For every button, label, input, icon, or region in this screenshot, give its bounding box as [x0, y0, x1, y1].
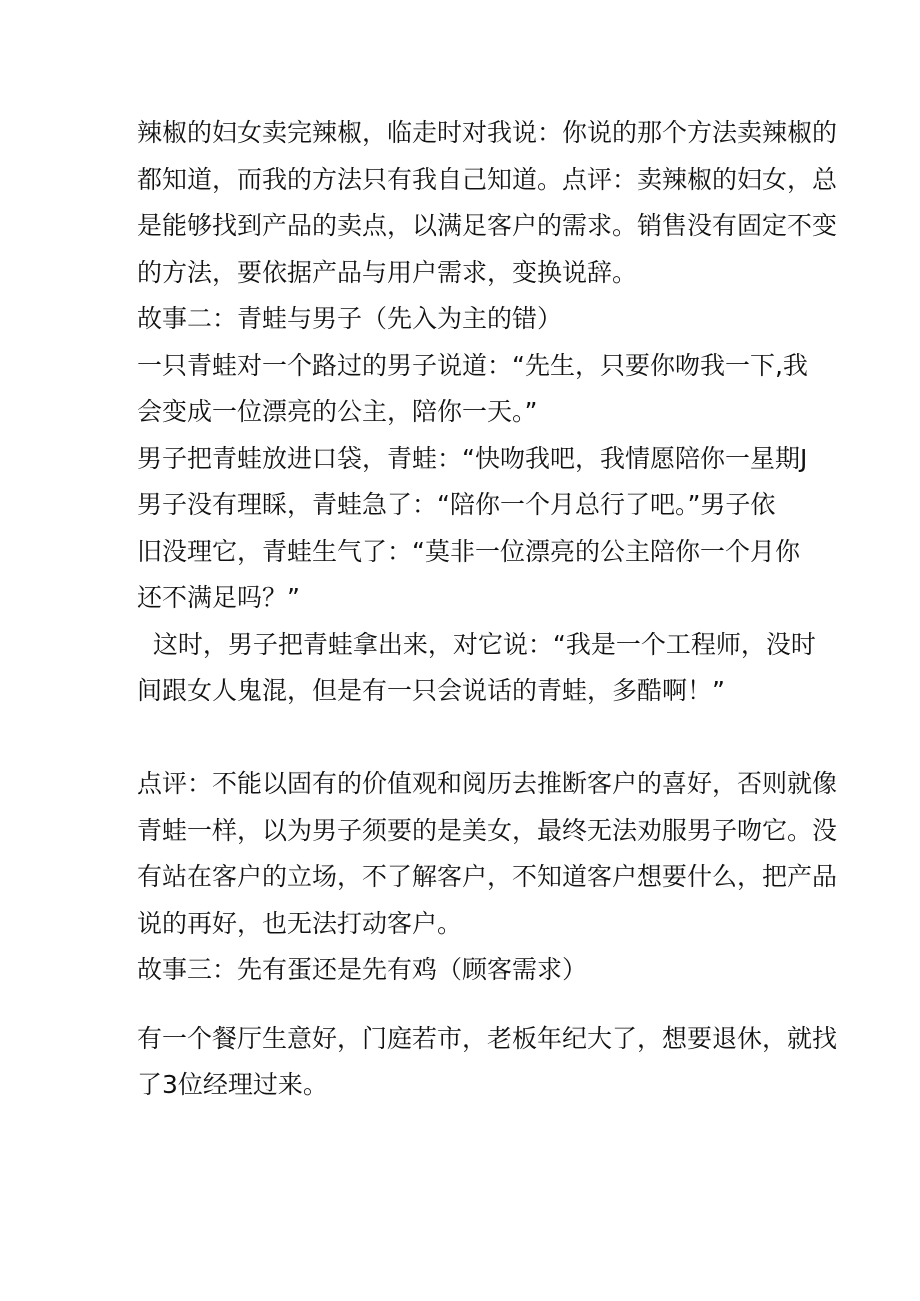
document-body — [137, 110, 838, 1109]
text-line: 男子把青蛙放进口袋，青蛙：“快吻我吧，我情愿陪你一星期J — [137, 443, 808, 473]
text-line: 旧没理它，青蛙生气了：“莫非一位漂亮的公主陪你一个月你 — [137, 536, 800, 566]
text-line: 会变成一位漂亮的公主，陪你一天。” — [137, 397, 538, 426]
text-line: 一只青蛙对一个路过的男子说道：“先生，只要你吻我一下,我 — [137, 350, 808, 380]
story-2-comment — [137, 761, 838, 947]
text-line: 还不满足吗？” — [137, 583, 300, 612]
text-line: 有站在客户的立场，不了解客户，不知道客户想要什么，把产品 — [137, 862, 838, 891]
text-line: 是能够找到产品的卖点，以满足客户的需求。销售没有固定不变 — [137, 211, 838, 240]
text-line: 都知道，而我的方法只有我自己知道。点评：卖辣椒的妇女，总 — [137, 164, 838, 194]
text-line: 男子没有理睬，青蛙急了：“陪你一个月总行了吧。”男子依 — [137, 490, 776, 519]
text-line: 辣椒的妇女卖完辣椒，临走时对我说：你说的那个方法卖辣椒的 — [137, 118, 838, 147]
story-2-title: 故事二：青蛙与男子（先入为主的错） — [137, 304, 563, 333]
story-3-body — [137, 1016, 838, 1109]
story-3-title: 故事三：先有蛋还是先有鸡（顾客需求） — [137, 955, 588, 984]
paragraph-1 — [137, 110, 838, 296]
text-line: 点评：不能以固有的价值观和阅历去推断客户的喜好，否则就像 — [137, 769, 838, 798]
text-line: 有一个餐厅生意好，门庭若市，老板年纪大了，想要退休，就找 — [137, 1023, 838, 1053]
text-line: 青蛙一样，以为男子须要的是美女，最终无法劝服男子吻它。没 — [137, 815, 838, 845]
text-line: 间跟女人鬼混，但是有一只会说话的青蛙，多酷啊！” — [137, 676, 725, 705]
paragraph-gap — [137, 994, 797, 1016]
text-line: 这时，男子把青蛙拿出来，对它说：“我是一个工程师，没时 — [137, 629, 816, 659]
text-line: 的方法，要依据产品与用户需求，变换说辞。 — [137, 257, 638, 287]
story-2-body — [137, 343, 816, 715]
text-line: 了3位经理过来。 — [137, 1070, 328, 1099]
paragraph-gap — [137, 715, 797, 762]
text-line: 说的再好，也无法打动客户。 — [137, 908, 463, 938]
